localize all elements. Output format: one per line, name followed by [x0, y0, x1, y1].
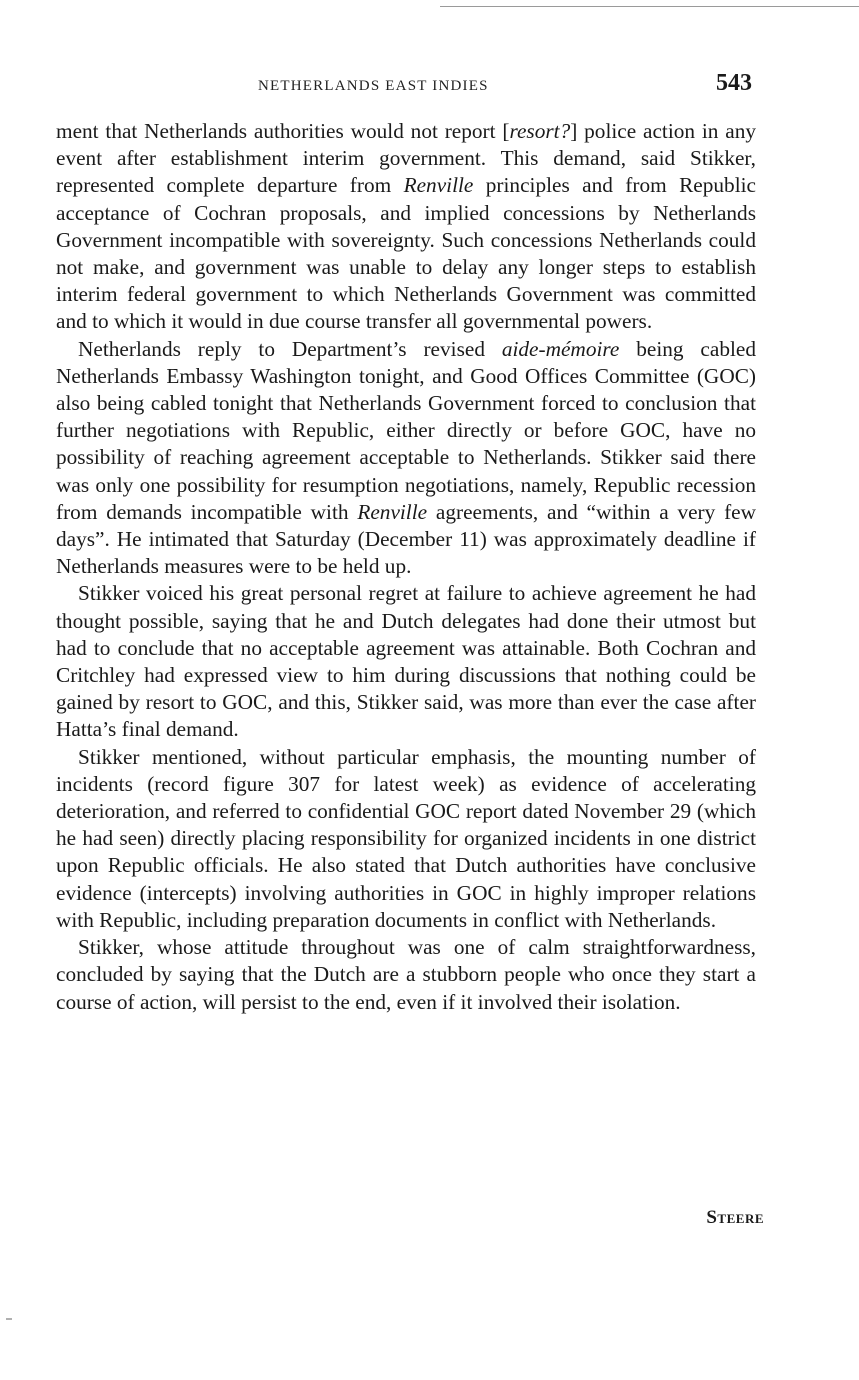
text-run: agreements, and “within a very few days”. He intimated that Saturday (December 11) was approximately deadline if Netherlands measures were to be held up. — [56, 499, 756, 579]
top-edge-rule — [440, 6, 859, 7]
margin-mark — [6, 1318, 12, 1320]
italic-run: resort? — [509, 119, 571, 143]
italic-run: Renville — [357, 499, 428, 524]
text-run: Stikker mentioned, without particular emphasis, the mounting number of incidents (record figure 307 for latest week) as evidence of accelerating deterioration, and referred to confidential GOC report dated November 29 (which he had seen) directly placing responsibility for organized incidents in one district upon Republic officials. He also stated that Dutch authorities have conclusive evidence (intercepts) involving authorities in GOC in highly improper relations with Republic, including preparation documents in conflict with Netherlands. — [56, 744, 756, 932]
text-run: Stikker voiced his great personal regret at failure to achieve agreement he had thought possible, saying that he and Dutch delegates had done their utmost but had to conclude that no acceptable agreement was attainable. Both Cochran and Critchley had expressed view to him during discussions that nothing could be gained by resort to GOC, and this, Stikker said, was more than ever the case after Hatta’s final demand. — [56, 581, 756, 742]
body-text — [56, 118, 756, 1016]
text-run: principles and from Republic acceptance of Cochran proposals, and implied concessions by Netherlands Government incompatible with sovereignty. Such concessions Netherlands could not make, and government was unable to delay any longer steps to establish interim federal government to which Netherlands Government was committed and to which it would in due course transfer all governmental powers. — [56, 173, 756, 334]
paragraph-4 — [56, 744, 756, 934]
paragraph-1 — [56, 118, 756, 336]
signature: Steere — [706, 1207, 764, 1228]
text-run: Stikker, whose attitude throughout was one of calm straightforwardness, concluded by saying that the Dutch are a stubborn people who once they start a course of action, will persist to the end, even if it involved their isolation. — [56, 935, 756, 1014]
italic-run: aide-mémoire — [501, 336, 620, 361]
text-run: Netherlands reply to Department’s revised — [78, 336, 502, 361]
paragraph-2 — [56, 336, 756, 581]
page-number: 543 — [716, 70, 752, 96]
paragraph-5 — [56, 934, 756, 1016]
text-run: being cabled Netherlands Embassy Washington tonight, and Good Offices Committee (GOC) also being cabled tonight that Netherlands Government forced to conclusion that further negotiations with Republic, either directly or before GOC, have no possibility of reaching agreement acceptable to Netherlands. Stikker said there was only one possibility for resumption negotiations, namely, Republic recession from demands incompatible with — [56, 336, 756, 524]
page-header — [56, 70, 752, 106]
italic-run: Renville — [403, 173, 474, 198]
text-run: ] police action in any event after establishment interim government. This demand, said Stikker, represented complete departure from — [56, 119, 757, 198]
paragraph-3 — [56, 580, 756, 743]
running-head: NETHERLANDS EAST INDIES — [258, 78, 489, 94]
text-run: ment that Netherlands authorities would not report [ — [56, 119, 510, 143]
